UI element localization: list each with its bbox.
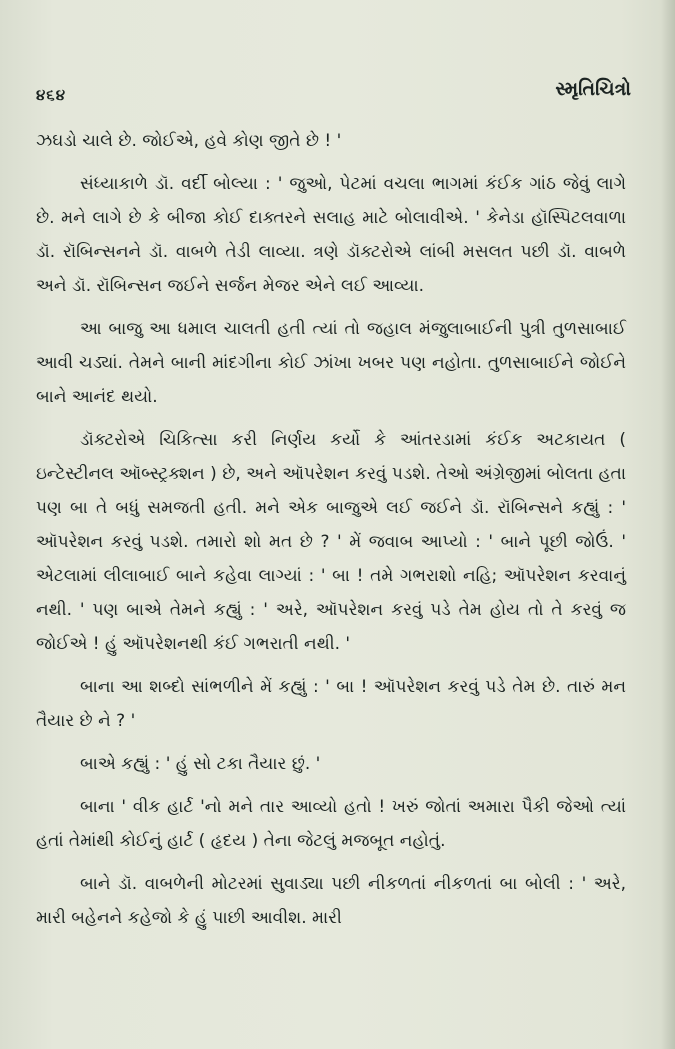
paragraph: બાએ કહ્યું : ' હું સો ટકા તૈયાર છું. ': [80, 754, 321, 774]
paragraph: આ બાજુ આ ધમાલ ચાલતી હતી ત્યાં તો જહાલ મંજુલાબાઈની પુત્રી તુળસાબાઈ આવી ચડ્યાં. તેમને બાની માંદગીના કોઈ ઝાંખા ખબર પણ નહોતા. તુળસાબાઈને જોઈને બાને આનંદ થયો.: [36, 319, 626, 407]
paragraph: બાના આ શબ્દો સાંભળીને મેં કહ્યું : ' બા ! ઑપરેશન કરવું પડે તેમ છે. તારું મન તૈયાર છે ને ? ': [36, 677, 626, 731]
paragraph: ડૉક્ટરોએ ચિકિત્સા કરી નિર્ણય કર્યો કે આંતરડામાં કંઈક અટકાયત ( ઇન્ટેસ્ટીનલ ઑબ્સ્ટ્રક્શન ) છે, અને ઑપરેશન કરવું પડશે. તેઓ અંગ્રેજીમાં બોલતા હતા પણ બા તે બધું સમજતી હતી. મને એક બાજુએ લઈ જઈને ડૉ. રૉબિન્સને કહ્યું : ' ઑપરેશન કરવું પડશે. તમારો શો મત છે ? ' મેં જવાબ આપ્યો : ' બાને પૂછી જોઉં. ' એટલામાં લીલાબાઈ બાને કહેવા લાગ્યાં : ' બા ! તમે ગભરાશો નહિ; ઑપરેશન કરવાનું નથી. ' પણ બાએ તેમને કહ્યું : ' અરે, ઑપરેશન કરવું પડે તેમ હોય તો તે કરવું જ જોઈએ ! હું ઑપરેશનથી કંઈ ગભરાતી નથી. ': [36, 430, 626, 654]
running-head: સ્મૃતિચિત્રો: [555, 78, 631, 100]
paragraph: બાના ' વીક હાર્ટ 'નો મને તાર આવ્યો હતો ! ખરું જોતાં અમારા પૈકી જેઓ ત્યાં હતાં તેમાંથી કોઈનું હાર્ટ ( હૃદય ) તેના જેટલું મજબૂત નહોતું.: [36, 797, 626, 851]
paragraph: સંધ્યાકાળે ડૉ. વર્દી બોલ્યા : ' જુઓ, પેટમાં વચલા ભાગમાં કંઈક ગાંઠ જેવું લાગે છે. મને લાગે છે કે બીજા કોઈ દાક્તરને સલાહ માટે બોલાવીએ. ' કેનેડા હૉસ્પિટલવાળા ડૉ. રૉબિન્સનને ડૉ. વાબળે તેડી લાવ્યા. ત્રણે ડૉક્ટરોએ લાંબી મસલત પછી ડૉ. વાબળે અને ડૉ. રૉબિન્સન જઈને સર્જન મેજર એને લઈ આવ્યા.: [36, 174, 626, 296]
page-edge-shadow: [661, 0, 675, 1049]
page-number: ૪૬૪: [36, 86, 67, 104]
paragraph: ઝઘડો ચાલે છે. જોઈએ, હવે કોણ જીતે છે ! ': [36, 131, 342, 151]
body-text: [36, 124, 626, 944]
paragraph: બાને ડૉ. વાબળેની મોટરમાં સુવાડ્યા પછી નીકળતાં નીકળતાં બા બોલી : ' અરે, મારી બહેનને કહેજો કે હું પાછી આવીશ. મારી: [36, 874, 626, 928]
